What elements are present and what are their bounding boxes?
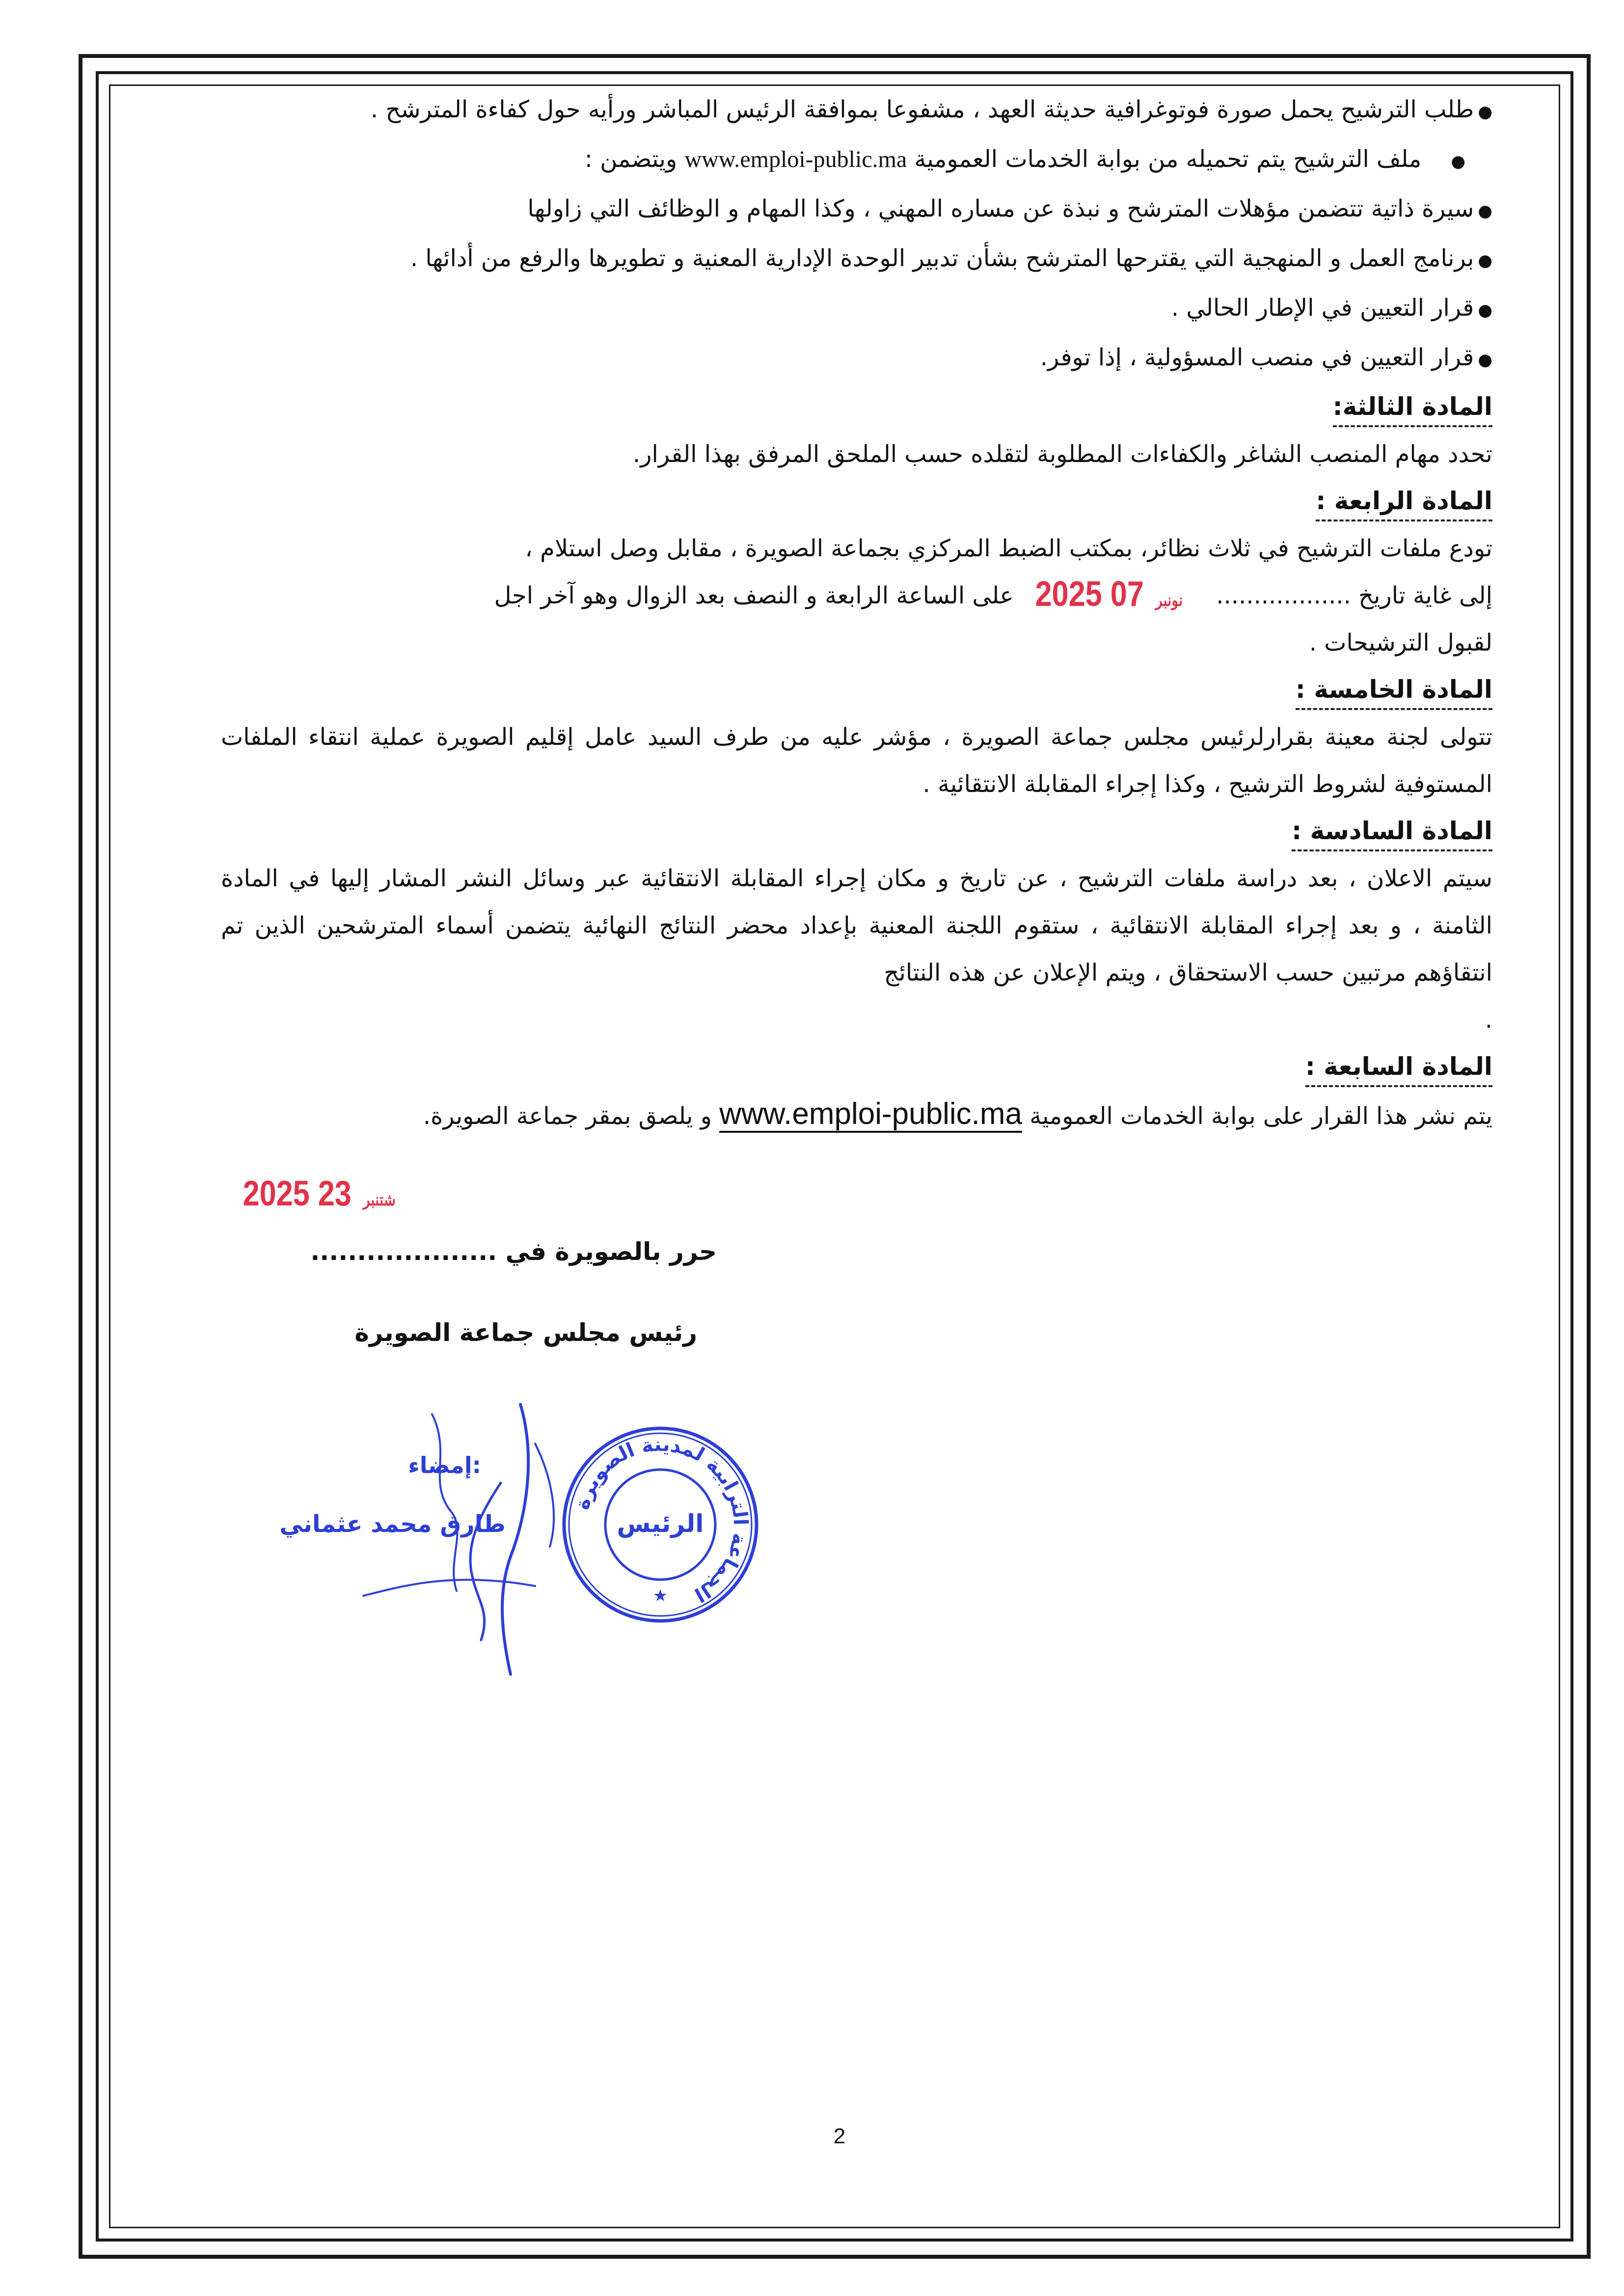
article-4-line-3: لقبول الترشيحات . xyxy=(1309,629,1492,656)
list-item: ● قرار التعيين في منصب المسؤولية ، إذا توفر. xyxy=(221,334,1492,383)
handwritten-signature-icon xyxy=(279,1385,579,1679)
document-body xyxy=(221,86,1492,1140)
list-item: ● ملف الترشيح يتم تحميله من بوابة الخدمات العمومية www.emploi-public.ma ويتضمن : xyxy=(221,136,1492,185)
list-item: ● طلب الترشيح يحمل صورة فوتوغرافية حديثة العهد ، مشفوعا بموافقة الرئيس المباشر ورأيه حول كفاءة المترشح . xyxy=(221,86,1492,136)
signatory-title: رئيس مجلس جماعة الصويرة xyxy=(354,1318,697,1347)
article-3-heading: المادة الثالثة: xyxy=(1333,391,1492,427)
article-4-line-1: تودع ملفات الترشيح في ثلاث نظائر، بمكتب الضبط المركزي بجماعة الصويرة ، مقابل وصل استلام ، xyxy=(525,535,1492,562)
seal-ring-text: الجماعة الترابية لمدينة الصويرة xyxy=(570,1433,752,1607)
portal-url: www.emploi-public.ma xyxy=(684,146,907,172)
article-7-heading: المادة السابعة : xyxy=(1305,1051,1492,1087)
list-item: ● سيرة ذاتية تتضمن مؤهلات المترشح و نبذة عن مساره المهني ، وكذا المهام و الوظائف التي زاولها xyxy=(221,185,1492,235)
article-6-heading: المادة السادسة : xyxy=(1292,815,1492,851)
article-3-text: تحدد مهام المنصب الشاغر والكفاءات المطلوبة لتقلده حسب الملحق المرفق بهذا القرار. xyxy=(633,440,1492,468)
seal-star-icon: ★ xyxy=(652,1586,668,1606)
article-5-heading: المادة الخامسة : xyxy=(1296,674,1492,710)
article-7-text: يتم نشر هذا القرار على بوابة الخدمات العمومية www.emploi-public.ma و يلصق بمقر جماعة الصويرة. xyxy=(221,1091,1492,1140)
signature-label: إمضاء: xyxy=(408,1452,481,1478)
article-4-heading: المادة الرابعة : xyxy=(1316,485,1492,521)
seal-center-text: الرئيس xyxy=(617,1509,704,1538)
list-item: ● برنامج العمل و المنهجية التي يقترحها المترشح بشأن تدبير الوحدة الإدارية المعنية و تطويرها والرفع من أدائها . xyxy=(221,235,1492,284)
official-seal-icon xyxy=(557,1421,763,1628)
date-stamp-deadline: 2025 نونبر07 xyxy=(1035,574,1183,614)
signatory-name: طارق محمد عثماني xyxy=(279,1510,506,1538)
article-6-text: سيتم الاعلان ، بعد دراسة ملفات الترشيح ، عن تاريخ و مكان إجراء المقابلة الانتقائية عبر وسائل النشر المشار إليها في المادة الثامنة ، و بعد إجراء المقابلة الانتقائية ، ستقوم اللجنة المعنية بإعداد محضر النتائج النهائية يتضمن أسماء المترشحين الذين تم انتقاؤهم مرتبين حسب الاستحقاق ، ويتم الإعلان عن هذه النتائج xyxy=(221,865,1492,986)
publication-link[interactable]: www.emploi-public.ma xyxy=(719,1097,1022,1133)
article-4-line-2: إلى غاية تاريخ .................. 2025 نونبر07 على الساعة الرابعة و النصف بعد الزوال وهو آخر اجل xyxy=(221,572,1492,619)
issued-place-line: حرر بالصويرة في .................... xyxy=(310,1237,717,1266)
date-stamp-issue: 2025 شتنبر23 xyxy=(243,1174,396,1213)
article-6-tail: . xyxy=(1485,1006,1492,1034)
list-item: ● قرار التعيين في الإطار الحالي . xyxy=(221,284,1492,334)
page-number: 2 xyxy=(833,2124,846,2148)
article-5-text: تتولى لجنة معينة بقرارلرئيس مجلس جماعة الصويرة ، مؤشر عليه من طرف السيد عامل إقليم الصويرة عملية انتقاء الملفات المستوفية لشروط الترشيح ، وكذا إجراء المقابلة الانتقائية . xyxy=(221,723,1492,798)
